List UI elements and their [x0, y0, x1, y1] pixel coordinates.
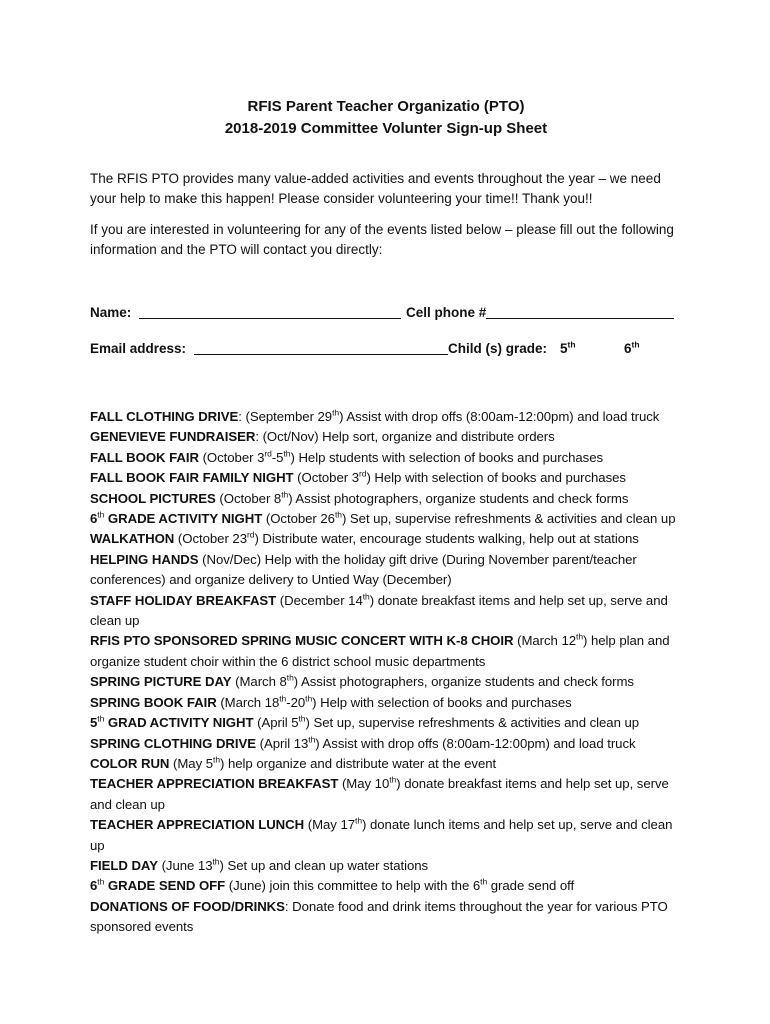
committee-event-description: ) donate lunch items and help set up, serve and clean up	[90, 817, 673, 853]
committee-event-item	[90, 713, 682, 733]
ordinal-suffix: th	[308, 734, 316, 745]
committee-event-description: (Oct/Nov) Help sort, organize and distribute orders	[258, 429, 555, 445]
committee-event-name: FALL BOOK FAIR	[90, 449, 199, 465]
committee-event-description: (September 29	[241, 409, 333, 424]
committee-event-description: (April 13	[256, 735, 309, 751]
committee-event-item	[90, 631, 682, 672]
committee-event-item	[90, 754, 682, 774]
committee-event-description: (May 5	[169, 755, 214, 771]
committee-event-description: (April 5	[253, 715, 299, 731]
committee-event-description: -20	[286, 694, 306, 710]
committee-event-name: TEACHER APPRECIATION LUNCH	[90, 817, 305, 833]
ordinal-suffix: th	[286, 672, 294, 683]
committee-event-item: GENEVIEVE FUNDRAISER: (Oct/Nov) Help sort, organize and distribute orders	[90, 429, 555, 445]
committee-event-description: ) Assist photographers, organize students and check forms	[288, 490, 629, 506]
committee-event-description: ) Distribute water, encourage students walking, help out at stations	[254, 531, 639, 547]
committee-event-description: (December 14	[276, 592, 363, 608]
committee-event-name: 6th GRADE ACTIVITY NIGHT	[90, 509, 263, 527]
committee-event-name: SPRING PICTURE DAY	[90, 674, 232, 690]
committee-event-description: ) help organize and distribute water at the event	[220, 755, 497, 771]
committee-event-description: ) Assist with drop offs (8:00am-12:00pm) and load truck	[315, 735, 636, 751]
grade-6-value: 6	[624, 341, 632, 356]
committee-event-name: WALKATHON	[90, 531, 175, 547]
committee-event-item: DONATIONS OF FOOD/DRINKS: Donate food and drink items throughout the year for various PTO sponsored events	[90, 898, 668, 935]
committee-event-description: (Nov/Dec) Help with the holiday gift drive (During November parent/teacher conferences) and organize delivery to Untied Way (December)	[90, 551, 637, 588]
committee-event-item	[90, 876, 682, 896]
ordinal-suffix: th	[480, 876, 488, 887]
committee-event-item	[90, 550, 682, 591]
ordinal-suffix: th	[212, 856, 220, 867]
committee-event-description: (October 8	[215, 490, 282, 506]
name-blank-line[interactable]	[139, 303, 401, 319]
ordinal-suffix: th	[355, 815, 363, 826]
grade-5-suffix: th	[567, 339, 576, 350]
committee-event-description: (March 12	[513, 633, 577, 649]
grade-5-value: 5	[560, 341, 568, 356]
child-grade-label: Child (s) grade:	[448, 341, 548, 356]
ordinal-suffix: th	[334, 509, 342, 520]
name-phone-row	[90, 303, 682, 323]
grade-6-suffix: th	[631, 339, 640, 350]
ordinal-suffix: th	[283, 448, 291, 459]
committee-event-item: FALL CLOTHING DRIVE: (September 29th) Assist with drop offs (8:00am-12:00pm) and load truck	[90, 407, 660, 424]
committee-event-description: (June 13	[157, 857, 213, 873]
committee-event-name: GENEVIEVE FUNDRAISER	[90, 429, 256, 445]
committee-event-name: FALL BOOK FAIR FAMILY NIGHT	[90, 470, 294, 486]
grade-5-option[interactable]	[560, 339, 576, 359]
cell-phone-label: Cell phone #	[406, 305, 487, 320]
email-grade-row	[90, 339, 682, 359]
ordinal-suffix: th	[389, 774, 397, 785]
committee-event-description: ) Assist photographers, organize students and check forms	[293, 674, 634, 690]
committee-event-item	[90, 591, 682, 632]
committee-event-name: 6th GRADE SEND OFF	[90, 876, 226, 894]
grade-6-option[interactable]	[624, 339, 640, 359]
document-title-line2: 2018-2019 Committee Volunter Sign-up Sheet	[224, 120, 548, 137]
ordinal-suffix: th	[362, 591, 370, 602]
ordinal-suffix: rd	[358, 468, 367, 479]
ordinal-suffix: th	[305, 693, 313, 704]
committee-event-item	[90, 774, 682, 815]
committee-event-description: -5	[271, 449, 284, 465]
committee-event-description: (March 18	[216, 694, 280, 710]
committee-event-description: (October 26	[262, 511, 335, 527]
email-label: Email address:	[90, 341, 187, 356]
committee-event-item	[90, 672, 682, 692]
ordinal-suffix: th	[332, 407, 340, 418]
committee-event-item	[90, 448, 682, 468]
committee-event-description: (October 3	[198, 449, 265, 465]
committee-event-name: COLOR RUN	[90, 755, 170, 771]
committee-event-description: (June) join this committee to help with the 6	[225, 878, 481, 894]
committee-event-description: ) Set up and clean up water stations	[219, 857, 429, 873]
committee-event-description: grade send off	[487, 878, 575, 894]
committee-event-description: (October 3	[293, 470, 359, 486]
committee-event-description: (March 8	[231, 674, 287, 690]
intro-paragraph-2: If you are interested in volunteering for any of the events listed below – please fill out the following information and the PTO will contact you directly:	[90, 222, 674, 257]
document-title-line1: RFIS Parent Teacher Organizatio (PTO)	[247, 98, 525, 115]
committee-event-description: (October 23	[174, 531, 247, 547]
committee-event-name: HELPING HANDS	[90, 551, 199, 567]
committee-event-name: 5th GRAD ACTIVITY NIGHT	[90, 713, 254, 731]
committee-event-description: Donate food and drink items throughout the year for various PTO sponsored events	[90, 898, 668, 935]
committee-event-description: (May 10	[338, 776, 390, 792]
name-label: Name:	[90, 305, 132, 320]
ordinal-suffix: th	[298, 713, 306, 724]
committee-event-name: STAFF HOLIDAY BREAKFAST	[90, 592, 277, 608]
committee-event-name: SPRING BOOK FAIR	[90, 694, 217, 710]
committee-event-description: ) Set up, supervise refreshments & activities and clean up	[341, 511, 676, 527]
ordinal-suffix: th	[576, 632, 584, 643]
committee-event-description: ) Help with selection of books and purchases	[366, 470, 626, 486]
committee-event-item	[90, 529, 682, 549]
committee-event-description: ) Assist with drop offs (8:00am-12:00pm) and load truck	[339, 409, 660, 424]
committee-event-description: ) Help with selection of books and purchases	[312, 694, 572, 710]
cell-phone-field	[406, 303, 674, 323]
committee-event-description: ) help plan and organize student choir within the 6 district school music departments	[90, 633, 670, 669]
committee-event-name: TEACHER APPRECIATION BREAKFAST	[90, 776, 339, 792]
committee-event-item	[90, 734, 682, 754]
intro-paragraph-1: The RFIS PTO provides many value-added activities and events throughout the year – we need your help to make this happen! Please consider volunteering your time!! Thank you!!	[90, 171, 661, 206]
committee-event-item	[90, 489, 682, 509]
committee-event-item	[90, 509, 682, 529]
committee-event-description: ) Set up, supervise refreshments & activities and clean up	[305, 715, 640, 731]
committee-event-description: (May 17	[304, 817, 356, 833]
committee-event-name: RFIS PTO SPONSORED SPRING MUSIC CONCERT WITH K-8 CHOIR	[90, 633, 514, 649]
committee-event-list	[90, 407, 682, 938]
committee-event-item	[90, 468, 682, 488]
cell-phone-blank-line[interactable]	[486, 303, 674, 319]
ordinal-suffix: th	[213, 754, 221, 765]
committee-event-description: ) Help students with selection of books and purchases	[290, 449, 604, 465]
committee-event-name: FALL CLOTHING DRIVE	[90, 409, 239, 424]
ordinal-suffix: th	[281, 489, 289, 500]
ordinal-suffix: rd	[246, 530, 255, 541]
ordinal-suffix: th	[279, 693, 287, 704]
committee-event-item	[90, 693, 682, 713]
committee-event-name: SCHOOL PICTURES	[90, 490, 216, 506]
committee-event-name: FIELD DAY	[90, 857, 158, 873]
committee-event-description: ) donate breakfast items and help set up, serve and clean up	[90, 776, 669, 812]
committee-event-name: SPRING CLOTHING DRIVE	[90, 735, 257, 751]
committee-event-name: DONATIONS OF FOOD/DRINKS	[90, 898, 285, 914]
email-blank-line[interactable]	[194, 339, 448, 355]
committee-event-item	[90, 856, 682, 876]
ordinal-suffix: rd	[264, 448, 272, 459]
committee-event-description: ) donate breakfast items and help set up, serve and clean up	[90, 592, 668, 629]
committee-event-item	[90, 815, 682, 856]
